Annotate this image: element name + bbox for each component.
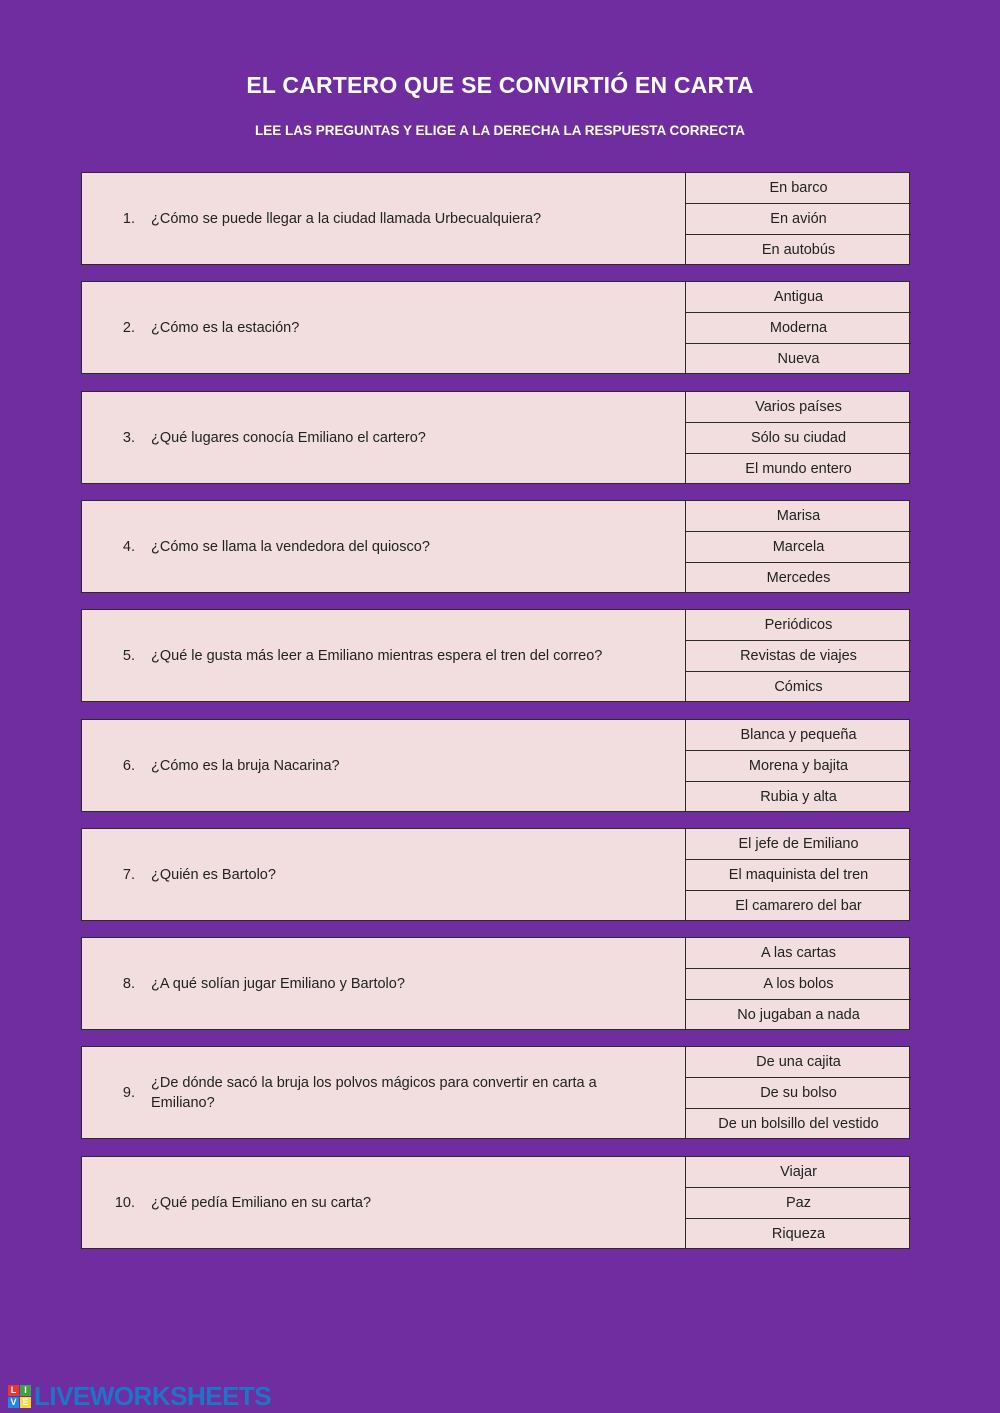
question-text: ¿Qué pedía Emiliano en su carta?	[151, 1194, 372, 1211]
answer-option[interactable]: Marcela	[686, 531, 911, 562]
answer-option[interactable]: Moderna	[686, 312, 911, 343]
answer-options	[685, 1046, 911, 1139]
answer-option[interactable]: Paz	[686, 1187, 911, 1218]
answer-option[interactable]: Revistas de viajes	[686, 640, 911, 671]
question-number: 10.	[114, 1194, 135, 1211]
answer-option[interactable]: De su bolso	[686, 1077, 911, 1108]
answer-option[interactable]: Periódicos	[764, 616, 833, 633]
answer-option[interactable]: Viajar	[780, 1163, 817, 1180]
logo-icon	[8, 1385, 31, 1408]
answer-option[interactable]: A los bolos	[686, 968, 911, 999]
answer-option[interactable]: Sólo su ciudad	[686, 422, 911, 453]
page-title: EL CARTERO QUE SE CONVIRTIÓ EN CARTA	[246, 72, 754, 98]
question-block	[81, 1156, 910, 1249]
answer-option[interactable]: Rubia y alta	[686, 781, 911, 812]
answer-options	[685, 281, 911, 374]
question	[82, 938, 685, 1029]
answer-option[interactable]: En autobús	[686, 234, 911, 265]
answer-option[interactable]: El camarero del bar	[686, 890, 911, 921]
answer-option[interactable]: En avión	[686, 203, 911, 234]
answer-option[interactable]: A las cartas	[761, 944, 836, 961]
page-subtitle: LEE LAS PREGUNTAS Y ELIGE A LA DERECHA LA RESPUESTA CORRECTA	[254, 123, 746, 138]
answer-option[interactable]: Blanca y pequeña	[740, 726, 857, 743]
answer-options	[685, 609, 911, 702]
question-number: 9.	[122, 1084, 135, 1101]
answer-option[interactable]: Cómics	[686, 671, 911, 702]
answer-option[interactable]: Riqueza	[686, 1218, 911, 1249]
answer-option[interactable]: El jefe de Emiliano	[738, 835, 859, 852]
answer-options	[685, 937, 911, 1030]
question	[82, 720, 685, 811]
question	[82, 501, 685, 592]
question-number: 3.	[122, 429, 135, 446]
question-text: ¿Quién es Bartolo?	[151, 866, 276, 883]
liveworksheets-logo	[8, 1381, 271, 1412]
answer-option[interactable]: Nueva	[686, 343, 911, 374]
question-number: 8.	[122, 975, 135, 992]
question-block	[81, 719, 910, 812]
answer-options	[685, 391, 911, 484]
logo-text: LIVEWORKSHEETS	[34, 1381, 272, 1411]
question	[82, 1157, 685, 1248]
question	[82, 829, 685, 920]
answer-option[interactable]: Mercedes	[686, 562, 911, 593]
question-text: ¿Cómo es la bruja Nacarina?	[151, 757, 340, 774]
question-text: ¿Cómo se llama la vendedora del quiosco?	[151, 538, 430, 555]
question-block	[81, 281, 910, 374]
question-text: ¿Cómo es la estación?	[151, 319, 300, 336]
question-block	[81, 937, 910, 1030]
question	[82, 282, 685, 373]
question-text: ¿Qué lugares conocía Emiliano el cartero?	[151, 429, 426, 446]
logo-letter: L	[8, 1385, 19, 1396]
answer-option[interactable]: De un bolsillo del vestido	[686, 1108, 911, 1139]
question	[82, 1047, 685, 1138]
question-number: 6.	[122, 757, 135, 774]
question-block	[81, 172, 910, 265]
question-block	[81, 828, 910, 921]
answer-options	[685, 828, 911, 921]
question-text: ¿Cómo se puede llegar a la ciudad llamada Urbecualquiera?	[151, 210, 542, 227]
answer-option[interactable]: El maquinista del tren	[686, 859, 911, 890]
question-block	[81, 1046, 910, 1139]
answer-option[interactable]: Morena y bajita	[686, 750, 911, 781]
answer-options	[685, 1156, 911, 1249]
question-number: 2.	[122, 319, 135, 336]
answer-option[interactable]: En barco	[769, 179, 828, 196]
question	[82, 610, 685, 701]
question-block	[81, 500, 910, 593]
logo-letter: E	[20, 1397, 31, 1408]
question-number: 5.	[122, 647, 135, 664]
question-block	[81, 391, 910, 484]
answer-option[interactable]: Antigua	[773, 288, 824, 305]
logo-letter: V	[8, 1397, 19, 1408]
question-block	[81, 609, 910, 702]
answer-option[interactable]: No jugaban a nada	[686, 999, 911, 1030]
answer-options	[685, 500, 911, 593]
question	[82, 173, 685, 264]
question-text: ¿Qué le gusta más leer a Emiliano mientras espera el tren del correo?	[151, 647, 603, 664]
question-number: 4.	[122, 538, 135, 555]
question-number: 1.	[122, 210, 135, 227]
question-text: ¿De dónde sacó la bruja los polvos mágicos para convertir en carta a Emiliano?	[151, 1074, 597, 1111]
question-text: ¿A qué solían jugar Emiliano y Bartolo?	[151, 975, 405, 992]
answer-options	[685, 719, 911, 812]
logo-letter: I	[20, 1385, 31, 1396]
question-number: 7.	[122, 866, 135, 883]
answer-option[interactable]: El mundo entero	[686, 453, 911, 484]
answer-option[interactable]: Marisa	[776, 507, 821, 524]
answer-option[interactable]: Varios países	[755, 398, 842, 415]
question	[82, 392, 685, 483]
answer-options	[685, 172, 911, 265]
answer-option[interactable]: De una cajita	[756, 1053, 841, 1070]
